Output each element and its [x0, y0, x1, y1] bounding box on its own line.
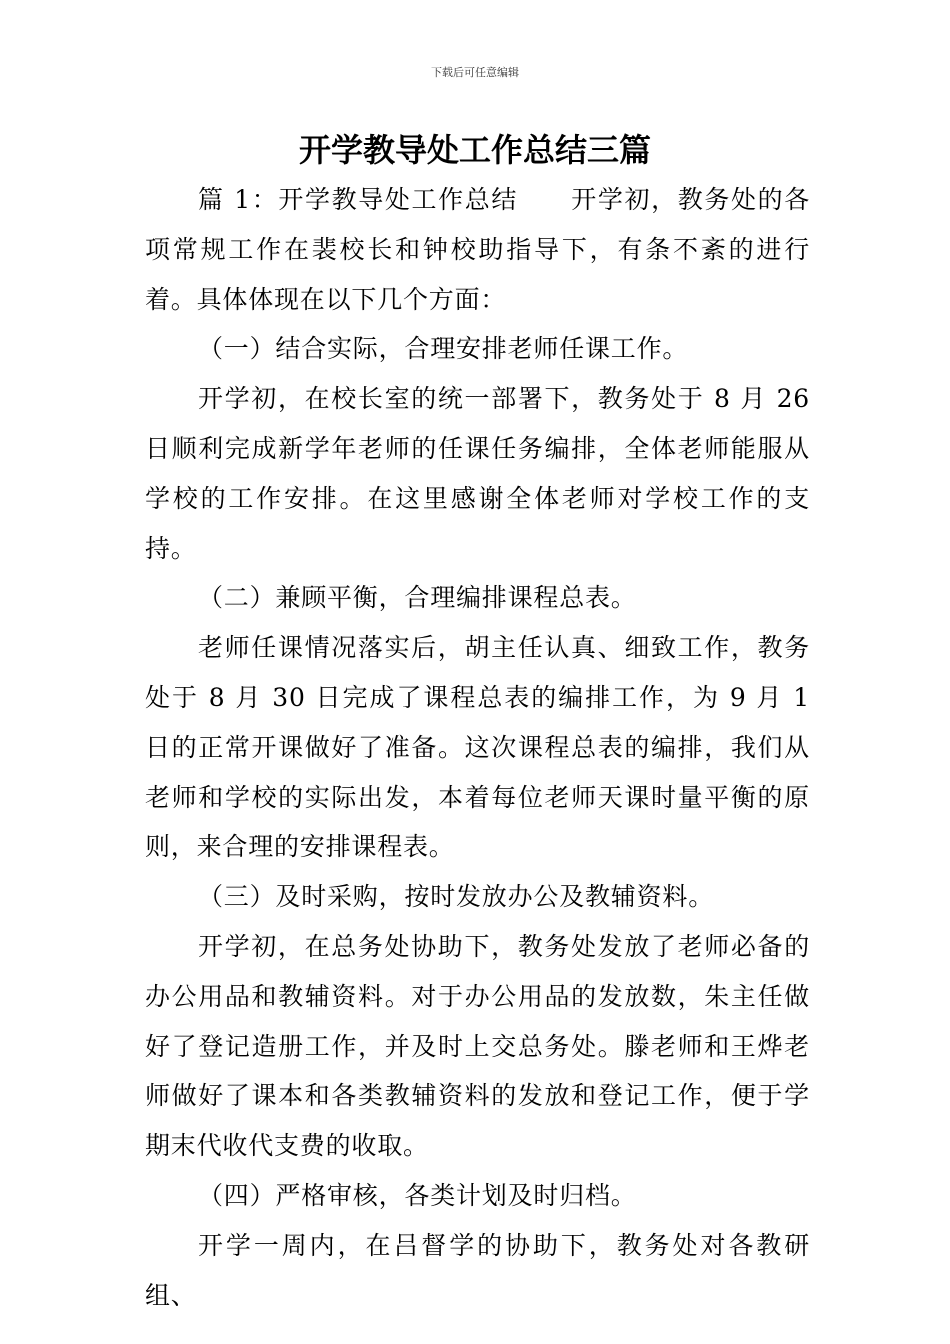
document-body — [145, 175, 819, 1320]
header-note: 下载后可任意编辑 — [431, 66, 519, 79]
paragraph-intro: 篇 1：开学教导处工作总结 开学初，教务处的各项常规工作在裴校长和钟校助指导下，有条不紊的进行着。具体体现在以下几个方面： — [145, 185, 810, 314]
paragraph-1: 开学初，在校长室的统一部署下，教务处于 8 月 26 日顺利完成新学年老师的任课任务编排，全体老师能服从学校的工作安排。在这里感谢全体老师对学校工作的支持。 — [145, 384, 819, 563]
section-heading-4: （四）严格审核，各类计划及时归档。 — [198, 1180, 637, 1210]
paragraph-3: 开学初，在总务处协助下，教务处发放了老师必备的办公用品和教辅资料。对于办公用品的发放数，朱主任做好了登记造册工作，并及时上交总务处。滕老师和王烨老师做好了课本和各类教辅资料的发放和登记工作，便于学期末代收代支费的收取。 — [145, 931, 810, 1161]
section-heading-1: （一）结合实际，合理安排老师任课工作。 — [198, 334, 689, 364]
paragraph-2: 老师任课情况落实后，胡主任认真、细致工作，教务处于 8 月 30 日完成了课程总表的编排工作，为 9 月 1 日的正常开课做好了准备。这次课程总表的编排，我们从老师和学校的实际出发，本着每位老师天课时量平衡的原则，来合理的安排课程表。 — [145, 633, 819, 862]
paragraph-4: 开学一周内，在吕督学的协助下，教务处对各教研组、 — [145, 1230, 810, 1310]
section-heading-2: （二）兼顾平衡，合理编排课程总表。 — [198, 583, 637, 613]
section-heading-3: （三）及时采购，按时发放办公及教辅资料。 — [198, 882, 715, 912]
document-title: 开学教导处工作总结三篇 — [298, 131, 651, 169]
